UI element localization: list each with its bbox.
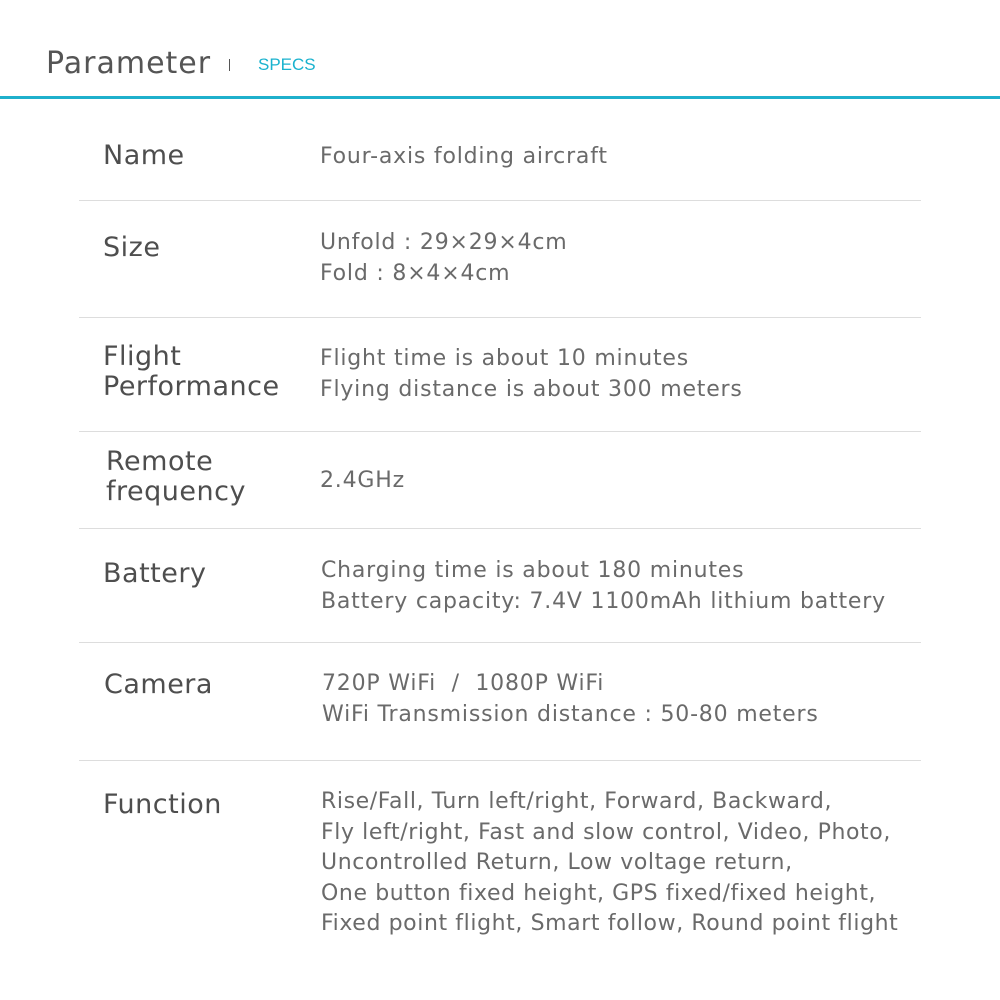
- spec-value: [320, 466, 405, 497]
- header-rule: [0, 96, 1000, 99]
- spec-label: [106, 447, 246, 507]
- spec-label: [103, 141, 185, 171]
- page-header: [0, 0, 1000, 98]
- row-divider: [79, 642, 921, 643]
- spec-label: [103, 233, 160, 263]
- spec-label-line: frequency: [106, 476, 246, 507]
- spec-label-line: Flight: [103, 341, 182, 372]
- spec-label-line: Camera: [104, 669, 213, 700]
- spec-value-line: 720P WiFi / 1080P WiFi: [322, 671, 605, 696]
- spec-label: [103, 342, 280, 402]
- spec-value-line: 2.4GHz: [320, 468, 405, 493]
- spec-value: [321, 556, 886, 617]
- spec-label: [104, 670, 213, 700]
- spec-value-line: Fly left/right, Fast and slow control, Video, Photo,: [321, 819, 891, 845]
- spec-value-line: Fold : 8×4×4cm: [320, 260, 511, 286]
- spec-value-line: Charging time is about 180 minutes: [321, 558, 745, 583]
- spec-label-line: Size: [103, 232, 161, 263]
- spec-label-line: Performance: [103, 371, 280, 402]
- spec-value: [322, 669, 819, 730]
- title-separator: [229, 59, 230, 71]
- spec-value-line: Fixed point flight, Smart follow, Round point flight: [321, 911, 899, 936]
- spec-value-line: Rise/Fall, Turn left/right, Forward, Backward,: [321, 789, 833, 814]
- spec-label: [103, 559, 206, 589]
- row-divider: [79, 317, 921, 318]
- spec-value-line: Flight time is about 10 minutes: [320, 346, 689, 371]
- row-divider: [79, 528, 921, 529]
- spec-value-line: Flying distance is about 300 meters: [320, 376, 743, 402]
- spec-label-line: Battery: [103, 558, 207, 589]
- spec-value: [320, 344, 743, 405]
- row-divider: [79, 760, 921, 761]
- spec-label: [103, 790, 222, 820]
- spec-value: [320, 142, 608, 173]
- spec-value-line: WiFi Transmission distance : 50-80 meters: [322, 701, 819, 727]
- spec-label-line: Function: [103, 789, 222, 820]
- page-title: Parameter: [46, 46, 212, 81]
- page-subtitle: SPECS: [258, 55, 316, 74]
- spec-label-line: Remote: [106, 446, 214, 477]
- spec-value-line: Battery capacity: 7.4V 1100mAh lithium battery: [321, 588, 886, 614]
- row-divider: [79, 431, 921, 432]
- spec-value-line: Unfold : 29×29×4cm: [320, 230, 568, 255]
- spec-value: [320, 228, 568, 289]
- spec-value-line: One button fixed height, GPS fixed/fixed height,: [321, 880, 877, 906]
- spec-value-line: Four-axis folding aircraft: [320, 144, 608, 169]
- spec-label-line: Name: [103, 140, 185, 171]
- spec-value: [321, 787, 898, 940]
- row-divider: [79, 200, 921, 201]
- spec-value-line: Uncontrolled Return, Low voltage return,: [321, 850, 793, 875]
